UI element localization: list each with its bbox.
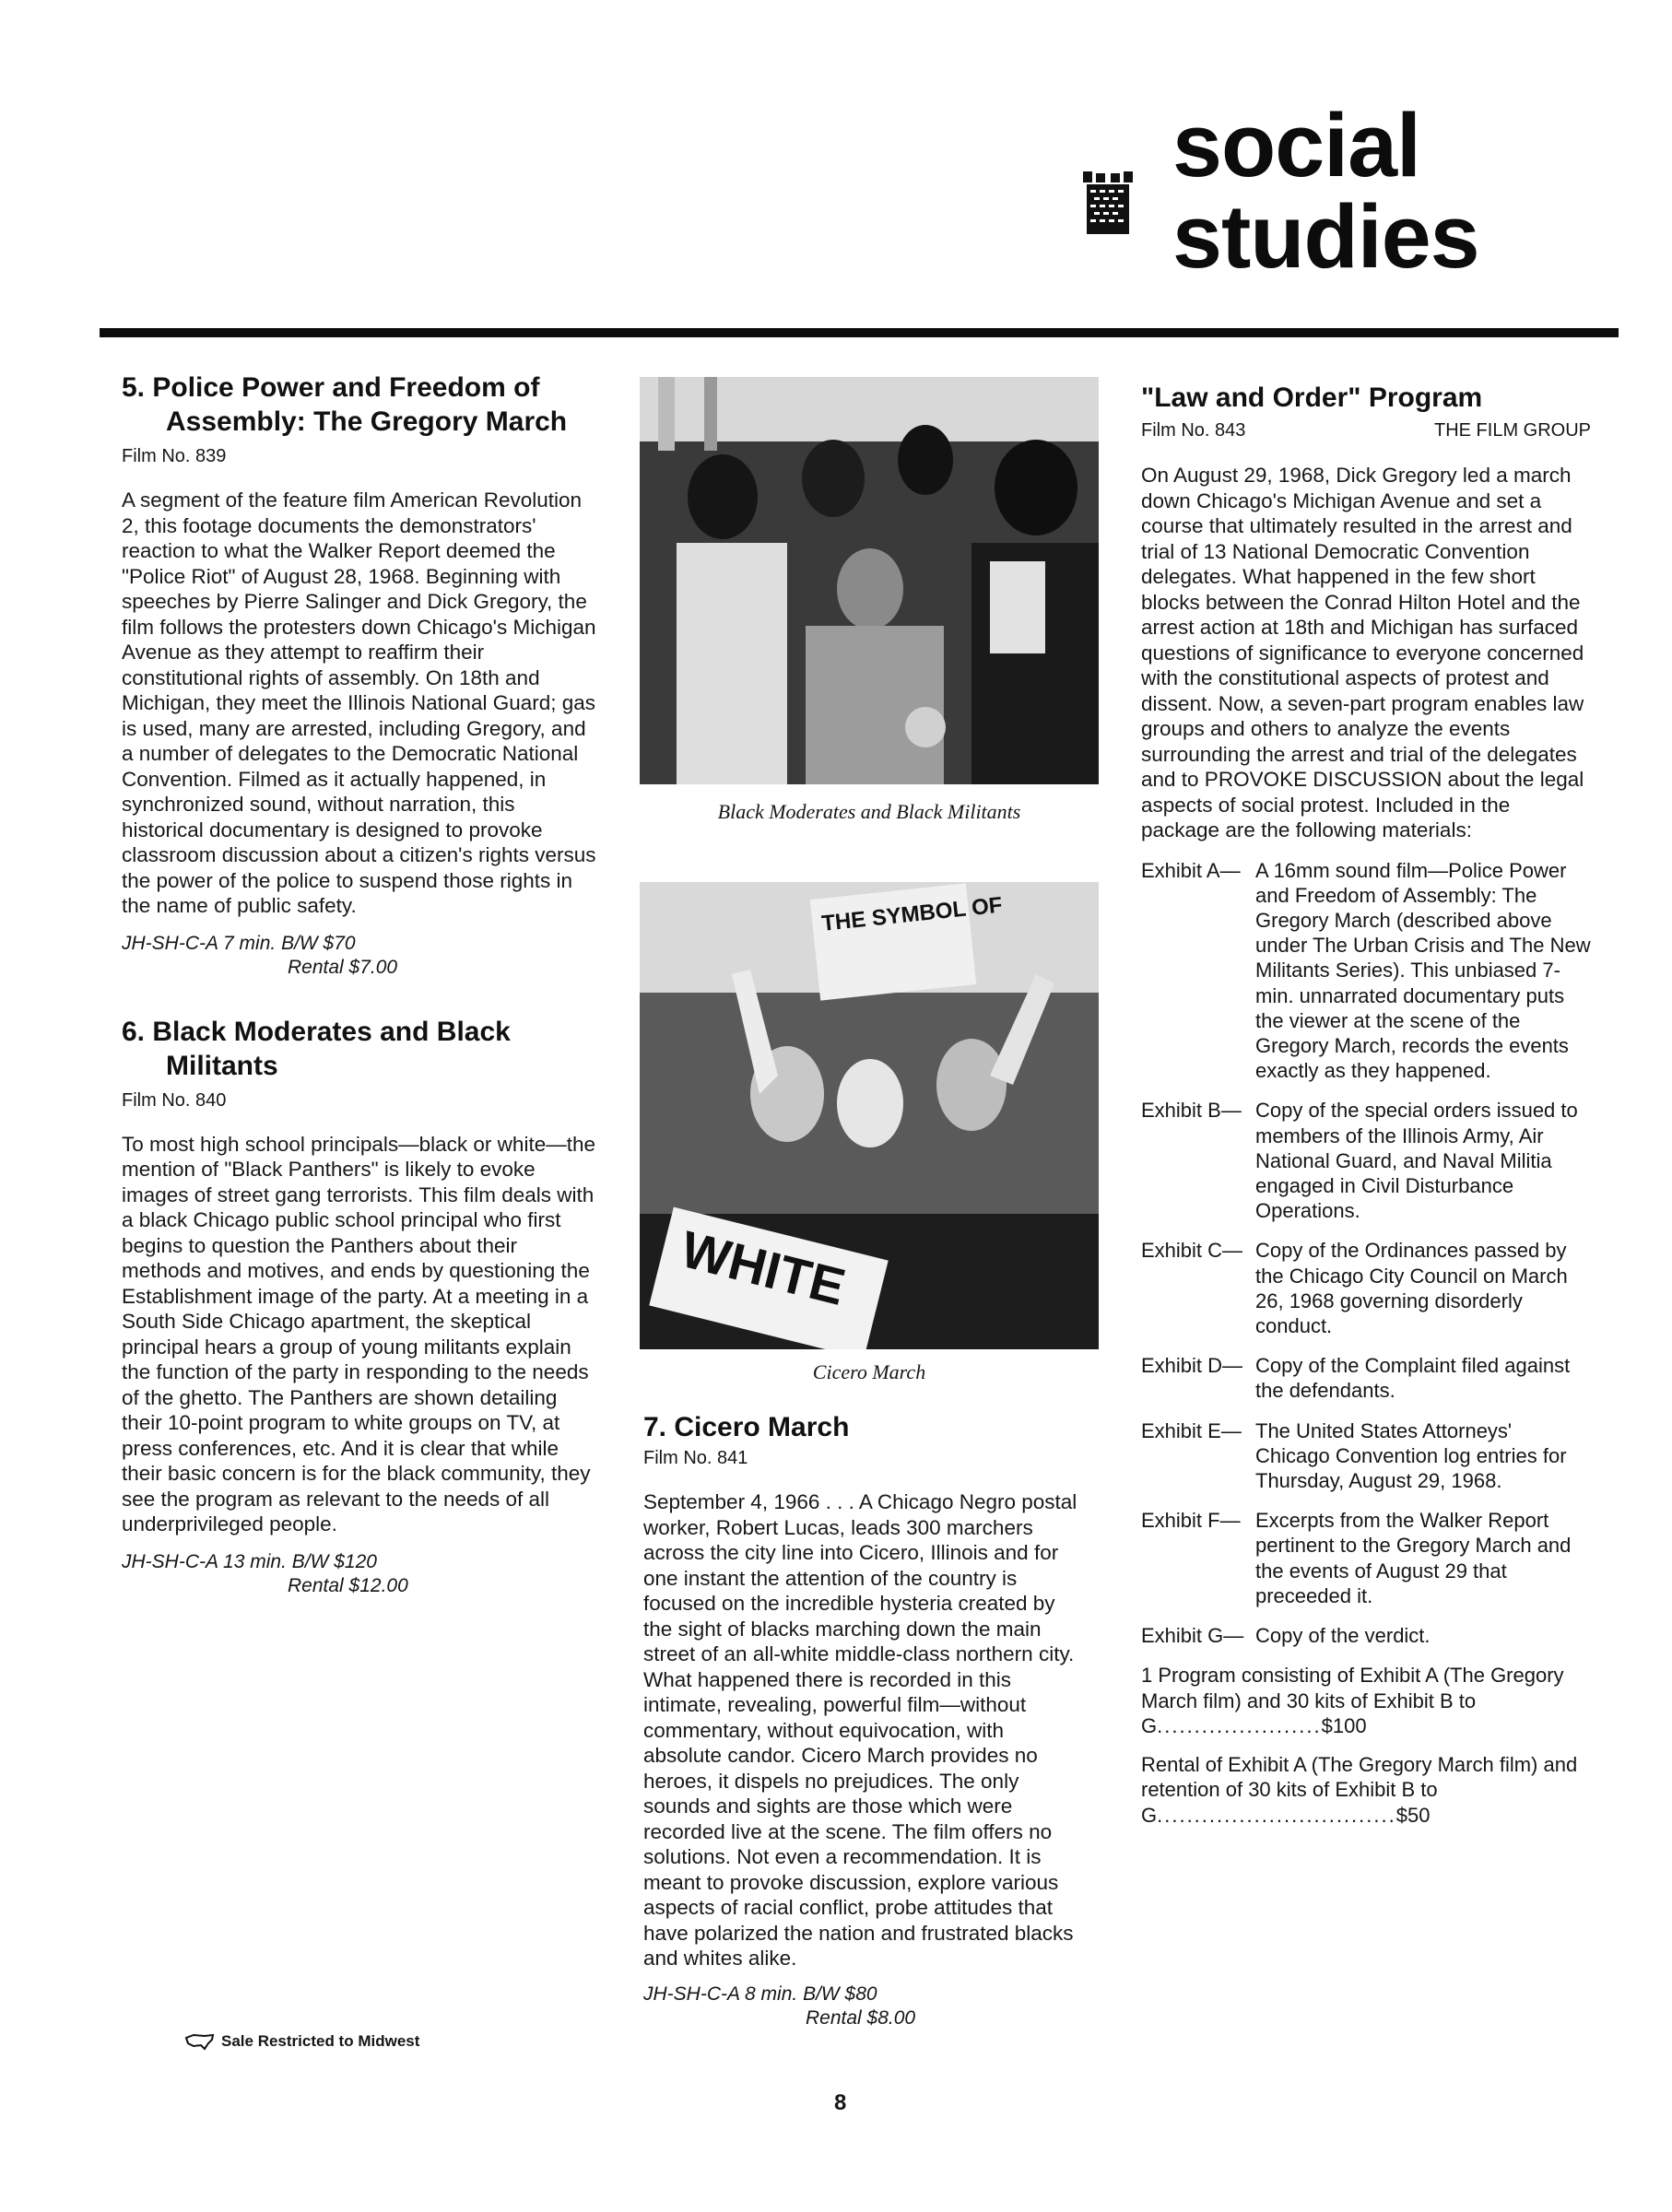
film-6-heading: 6. Black Moderates and Black Militants: [122, 1016, 511, 1081]
exhibit-label: Exhibit A—: [1141, 858, 1241, 882]
film-7-price: [643, 1983, 1082, 2030]
page-number: 8: [834, 2090, 847, 2115]
exhibit-list: [1141, 858, 1591, 1649]
column-right: [1141, 381, 1591, 1841]
svg-text:WHITE: WHITE: [675, 1219, 852, 1316]
program-meta: [1141, 418, 1591, 442]
film-5-number: Film No. 839: [122, 446, 227, 466]
exhibit-text: Copy of the verdict.: [1255, 1623, 1431, 1647]
photo-cicero-march: [640, 882, 1099, 1349]
exhibit-label: Exhibit F—: [1141, 1509, 1241, 1533]
exhibit-item: [1141, 1508, 1591, 1608]
photo-sign-text: THE SYMBOL OF: [820, 892, 1004, 936]
film-7-number: Film No. 841: [643, 1448, 748, 1468]
us-map-icon: [184, 2032, 216, 2051]
section-title-line2: studies: [1172, 186, 1479, 287]
order-rental-text: Rental of Exhibit A (The Gregory March film) and retention of 30 kits of Exhibit B to G: [1141, 1752, 1578, 1827]
exhibit-label: Exhibit D—: [1141, 1354, 1243, 1378]
sale-restriction-note: [184, 2032, 419, 2051]
exhibit-item: [1141, 1418, 1591, 1494]
header-rule: [100, 328, 1619, 337]
sale-restriction-text: Sale Restricted to Midwest: [221, 2032, 420, 2050]
photo-black-militants-caption: Black Moderates and Black Militants: [717, 800, 1021, 823]
exhibit-item: [1141, 1623, 1591, 1648]
exhibit-text: Copy of the Complaint filed against the defendants.: [1255, 1354, 1571, 1403]
exhibit-item: [1141, 858, 1591, 1084]
film-6-sale-price: JH-SH-C-A 13 min. B/W $120: [122, 1550, 377, 1572]
order-rental-price: $50: [1395, 1803, 1431, 1827]
exhibit-text: Copy of the Ordinances passed by the Chicago City Council on March 26, 1968 governing disorderly conduct.: [1255, 1239, 1568, 1337]
exhibit-text: Copy of the special orders issued to members of the Illinois Army, Air National Guard, and Naval Militia engaged in Civil Disturbance Operations.: [1255, 1099, 1578, 1223]
order-option-rental: [1141, 1752, 1591, 1829]
castle-tower-icon: [1083, 171, 1133, 234]
exhibit-item: [1141, 1238, 1591, 1338]
column-middle: [643, 1410, 1082, 2030]
film-7-sale-price: JH-SH-C-A 8 min. B/W $80: [643, 1983, 877, 2005]
exhibit-label: Exhibit C—: [1141, 1239, 1243, 1263]
exhibit-text: A 16mm sound film—Police Power and Freedom of Assembly: The Gregory March (described above under The Urban Crisis and The New Militants Series). This unbiased 7-min. unnarrated documentary puts the viewer at the scene of the Gregory March, records the events exactly as they happened.: [1255, 858, 1591, 1083]
program-intro: On August 29, 1968, Dick Gregory led a march down Chicago's Michigan Avenue and set a course that ultimately resulted in the arrest and trial of 13 National Democratic Convention delegates. What happened in the few short blocks between the Conrad Hilton Hotel and the arrest action at 18th and Michigan has surfaced questions of significance to everyone concerned with the constitutional aspects of protest and dissent. Now, a seven-part program enables law groups and others to analyze the events surrounding the arrest and trial of the delegates and to PROVOKE DISCUSSION about the legal aspects of social protest. Included in the package are the following materials:: [1141, 464, 1584, 841]
order-program-leader: ......................: [1157, 1714, 1322, 1738]
film-5-sale-price: JH-SH-C-A 7 min. B/W $70: [122, 932, 356, 954]
column-left: [122, 371, 601, 1598]
film-7-heading: 7. Cicero March: [643, 1412, 850, 1442]
exhibit-label: Exhibit E—: [1141, 1418, 1242, 1442]
exhibit-item: [1141, 1098, 1591, 1223]
section-title-line1: social: [1172, 95, 1420, 195]
order-program-text: 1 Program consisting of Exhibit A (The Gregory March film) and 30 kits of Exhibit B to G: [1141, 1664, 1564, 1738]
exhibit-text: Excerpts from the Walker Report pertinent to the Gregory March and the events of August 29 that preceeded it.: [1255, 1509, 1572, 1607]
film-7-description: September 4, 1966 . . . A Chicago Negro postal worker, Robert Lucas, leads 300 marchers across the city line into Cicero, Illinois and for one instant the attention of the country is focused on the incredible hysteria created by the sight of blacks marching down the main street of an all-white middle-class northern city. What happened there is recorded in this intimate, revealing, powerful film—without commentary, without equivocation, with absolute candor. Cicero March provides no heroes, it dispels no prejudices. The only sounds and sights are those which were recorded live at the scene. The film offers no solutions. Not even a recommendation. It is meant to provoke discussion, explore various aspects of racial conflict, probe attitudes that have polarized the nation and frustrated blacks and whites alike.: [643, 1490, 1077, 1970]
exhibit-label: Exhibit B—: [1141, 1099, 1242, 1123]
exhibit-label: Exhibit G—: [1141, 1623, 1244, 1647]
photo-black-militants: [640, 377, 1099, 784]
film-6-description: To most high school principals—black or white—the mention of "Black Panthers" is likely to evoke images of street gang terrorists. This film deals with a black Chicago public school principal who first begins to question the Panthers about their methods and motives, and ends by questioning the Establishment image of the party. At a meeting in a South Side Chicago apartment, the skeptical principal hears a group of young militants explain the function of the party in responding to the needs of the ghetto. The Panthers are shown detailing their 10-point program to white groups on TV, at press conferences, etc. And it is clear that while their basic concern is for the black community, they see the program as relevant to the needs of all underprivileged people.: [122, 1132, 595, 1535]
order-rental-leader: ................................: [1157, 1803, 1396, 1827]
order-program-price: $100: [1321, 1714, 1367, 1738]
film-6-price: [122, 1550, 601, 1598]
exhibit-text: The United States Attorneys' Chicago Convention log entries for Thursday, August 29, 1968.: [1255, 1418, 1567, 1492]
film-5-description: A segment of the feature film American Revolution 2, this footage documents the demonstrators' reaction to what the Walker Report deemed the "Police Riot" of August 28, 1968. Beginning with speeches by Pierre Salinger and Dick Gregory, the film follows the protesters down Chicago's Michigan Avenue as they attempt to reaffirm their constitutional rights of assembly. On 18th and Michigan, they meet the Illinois National Guard; gas is used, many are arrested, including Gregory, and a number of delegates to the Democratic National Convention. Filmed as it actually happened, in synchronized sound, without narration, this historical documentary is designed to provoke classroom discussion about a citizen's rights versus the power of the police to suspend those rights in the name of public safety.: [122, 488, 596, 917]
film-6-rental-price: Rental $12.00: [288, 1574, 408, 1596]
order-option-program: [1141, 1663, 1591, 1739]
film-5-price: [122, 932, 601, 980]
photo-cicero-march-caption: Cicero March: [812, 1360, 926, 1383]
film-6-number: Film No. 840: [122, 1089, 227, 1111]
film-5-rental-price: Rental $7.00: [288, 956, 398, 978]
section-title: [1172, 95, 1479, 287]
film-7-rental-price: Rental $8.00: [806, 2006, 916, 2029]
program-film-number: Film No. 843: [1141, 420, 1246, 441]
exhibit-item: [1141, 1353, 1591, 1403]
program-heading: "Law and Order" Program: [1141, 382, 1483, 413]
film-5-heading: 5. Police Power and Freedom of Assembly: The Gregory March: [122, 372, 568, 437]
program-distributor: THE FILM GROUP: [1433, 420, 1591, 441]
